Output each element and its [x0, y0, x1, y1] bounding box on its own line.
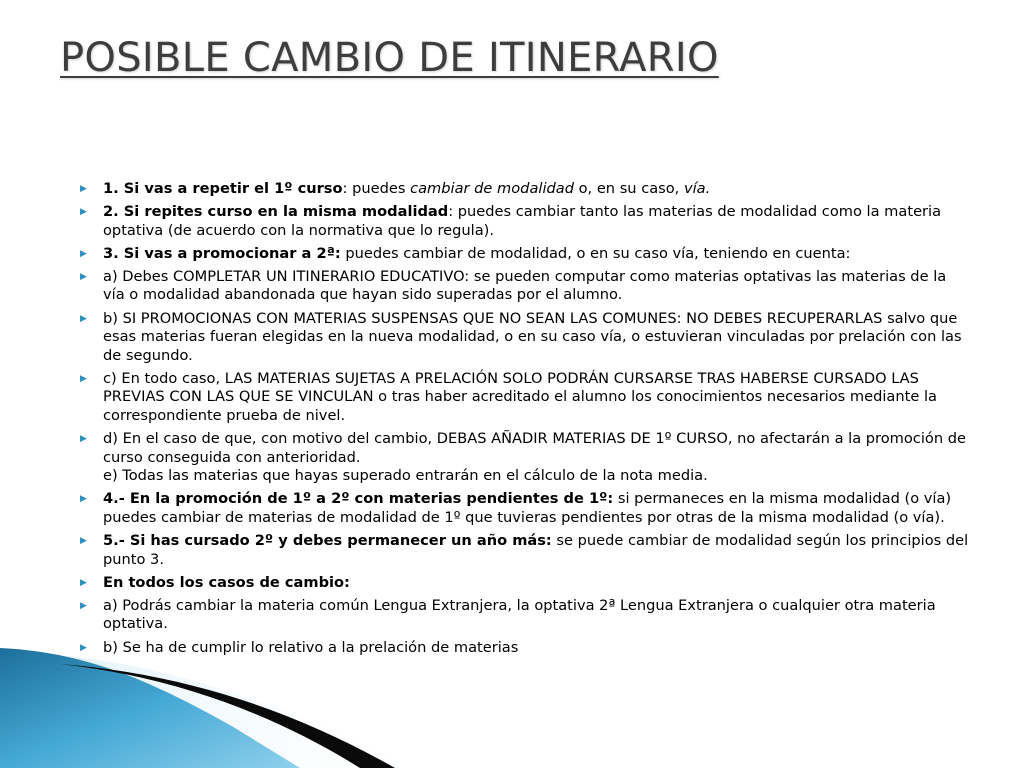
bullet-heading: 1. Si vas a repetir el 1º curso	[103, 180, 343, 197]
arrow-right-icon: ▶	[80, 271, 87, 282]
arrow-right-icon: ▶	[80, 494, 87, 505]
slide-title: POSIBLE CAMBIO DE ITINERARIO	[60, 35, 719, 81]
arrow-right-icon: ▶	[80, 434, 87, 445]
bullet-heading: En todos los casos de cambio:	[103, 573, 350, 591]
bullet-body: a) Debes COMPLETAR UN ITINERARIO EDUCATIVO: se pueden computar como materias optativas las materias de la vía o modalidad abandonada que hayan sido superadas por el alumno.	[103, 267, 947, 304]
bullet-heading: 2. Si repites curso en la misma modalidad	[103, 203, 449, 221]
bullet-text	[103, 180, 970, 199]
bullet-text	[103, 245, 970, 264]
bullet-heading: 5.- Si has cursado 2º y debes permanecer un año más:	[103, 532, 552, 550]
list-item	[80, 203, 970, 240]
list-item	[80, 639, 970, 658]
bullet-text	[103, 203, 970, 240]
bullet-body: se puede cambiar de modalidad según los principios del punto 3.	[103, 532, 969, 568]
bullet-body: : puedes cambiar tanto las materias de modalidad como la materia optativa (de acuerdo con la normativa que lo regula).	[103, 203, 942, 239]
arrow-right-icon: ▶	[80, 642, 87, 653]
list-item	[80, 180, 970, 199]
list-item	[80, 532, 970, 569]
bullet-body: o, en su caso,	[573, 180, 684, 197]
arrow-right-icon: ▶	[80, 600, 87, 611]
list-item	[80, 574, 970, 593]
bullet-text	[103, 490, 970, 527]
bullet-body: puedes cambiar de modalidad, o en su caso vía, teniendo en cuenta:	[340, 244, 851, 262]
arrow-right-icon: ▶	[80, 248, 87, 259]
arrow-right-icon: ▶	[80, 184, 87, 194]
arrow-right-icon: ▶	[80, 313, 87, 324]
list-item	[80, 245, 970, 264]
bullet-heading: 3. Si vas a promocionar a 2ª:	[103, 244, 341, 262]
list-item	[80, 597, 970, 634]
bullet-body: si permaneces en la misma modalidad (o vía) puedes cambiar de materias de modalidad de 1º que tuvieras pendientes por otras de la misma modalidad (o vía).	[103, 490, 952, 526]
bullet-emphasis: vía.	[683, 180, 711, 197]
bullet-body: e) Todas las materias que hayas superado entrarán en el cálculo de la nota media.	[103, 467, 708, 485]
bullet-body: c) En todo caso, LAS MATERIAS SUJETAS A PRELACIÓN SOLO PODRÁN CURSARSE TRAS HABERSE CURSADO LAS PREVIAS CON LAS QUE SE VINCULAN o tras haber acreditado el alumno los conocimientos necesarios mediante la correspondiente prueba de nivel.	[103, 369, 937, 425]
list-item	[80, 310, 970, 366]
list-item	[80, 490, 970, 527]
bullet-body: b) Se ha de cumplir lo relativo a la prelación de materias	[103, 638, 519, 656]
bullet-text	[103, 430, 970, 486]
bullet-emphasis: cambiar de modalidad	[410, 180, 574, 197]
list-item	[80, 430, 970, 486]
bullet-body: b) SI PROMOCIONAS CON MATERIAS SUSPENSAS QUE NO SEAN LAS COMUNES: NO DEBES RECUPERARLAS salvo que esas materias fueran elegidas en la nueva modalidad, o en su caso vía, o estuvieran vinculadas por prelación con las de segundo.	[103, 309, 962, 364]
bullet-body: : puedes	[342, 180, 411, 197]
list-item	[80, 268, 970, 305]
bullet-text	[103, 532, 970, 569]
arrow-right-icon: ▶	[80, 536, 87, 547]
arrow-right-icon: ▶	[80, 577, 87, 588]
bullet-heading: 4.- En la promoción de 1º a 2º con materias pendientes de 1º:	[103, 490, 614, 508]
arrow-right-icon: ▶	[80, 207, 87, 218]
list-item	[80, 370, 970, 426]
bullet-body: a) Podrás cambiar la materia común Lengua Extranjera, la optativa 2ª Lengua Extranjera o cualquier otra materia optativa.	[103, 596, 936, 633]
bullet-body: d) En el caso de que, con motivo del cambio, DEBAS AÑADIR MATERIAS DE 1º CURSO, no afectarán a la promoción de curso conseguida con anterioridad.	[103, 430, 966, 466]
arrow-right-icon: ▶	[80, 373, 87, 384]
bullet-list	[80, 180, 970, 662]
